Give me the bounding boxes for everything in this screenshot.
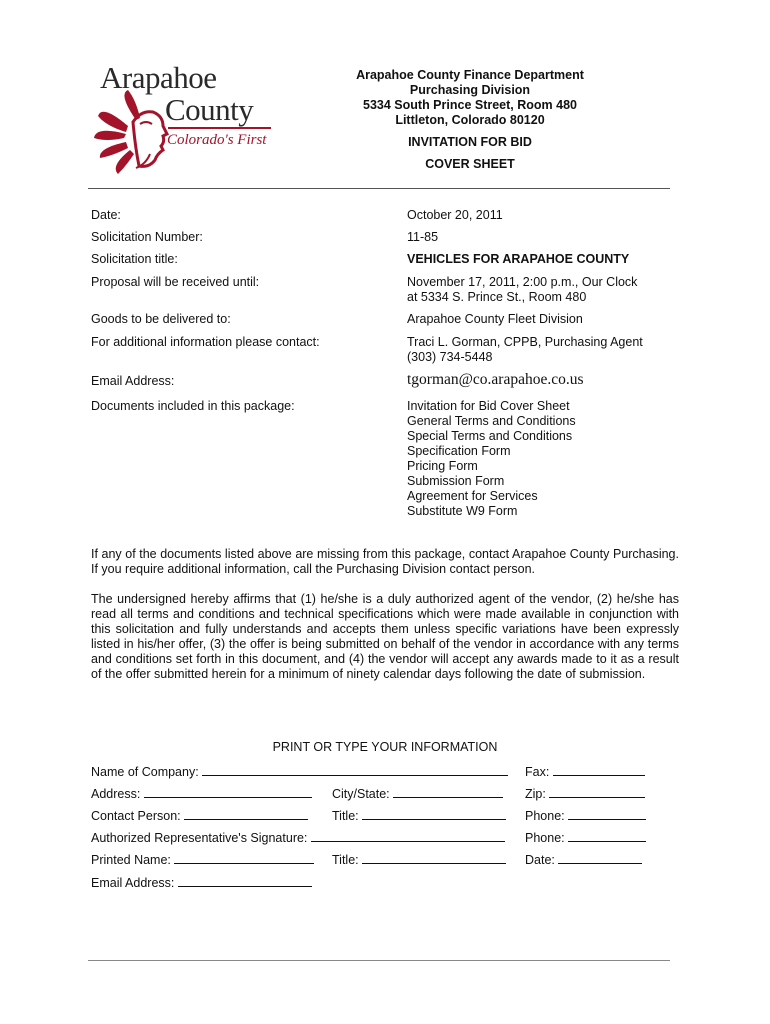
- phone2-label: Phone:: [525, 831, 565, 845]
- proposal-deadline-label: Proposal will be received until:: [91, 275, 260, 289]
- contact-person-label: Contact Person:: [91, 809, 181, 823]
- phone-label: Phone:: [525, 809, 565, 823]
- header-line-city: Littleton, Colorado 80120: [395, 113, 545, 127]
- zip-field[interactable]: [525, 785, 645, 801]
- document-item: Submission Form: [407, 474, 505, 488]
- missing-documents-paragraph: If any of the documents listed above are missing from this package, contact Arapahoe County Purchasing. If you require additional information, call the Purchasing Division contact person.: [91, 547, 679, 576]
- document-item: Special Terms and Conditions: [407, 429, 573, 443]
- zip-input-line[interactable]: [549, 785, 645, 798]
- authorized-signature-label: Authorized Representative's Signature:: [91, 831, 308, 845]
- company-input-line[interactable]: [202, 763, 508, 776]
- contact-label: For additional information please contact:: [91, 335, 320, 349]
- date-input-line[interactable]: [558, 851, 642, 864]
- phone2-field[interactable]: [525, 829, 646, 845]
- header-divider: [88, 188, 670, 189]
- address-field[interactable]: [91, 785, 312, 801]
- logo-tagline: Colorado's First: [167, 132, 267, 148]
- city-state-label: City/State:: [332, 787, 390, 801]
- zip-label: Zip:: [525, 787, 546, 801]
- company-label: Name of Company:: [91, 765, 199, 779]
- printed-name-field[interactable]: [91, 851, 314, 867]
- contact-person-input-line[interactable]: [184, 807, 308, 820]
- document-item: Invitation for Bid Cover Sheet: [407, 399, 570, 413]
- title2-input-line[interactable]: [362, 851, 506, 864]
- city-state-input-line[interactable]: [393, 785, 503, 798]
- title-input-line[interactable]: [362, 807, 506, 820]
- contact-person-field[interactable]: [91, 807, 308, 823]
- fax-input-line[interactable]: [553, 763, 645, 776]
- fax-label: Fax:: [525, 765, 550, 779]
- documents-list: [407, 399, 576, 519]
- form-heading: PRINT OR TYPE YOUR INFORMATION: [272, 740, 498, 754]
- contact-email-link[interactable]: tgorman@co.arapahoe.co.us: [407, 371, 584, 388]
- date-label: Date:: [91, 208, 121, 222]
- address-label: Address:: [91, 787, 141, 801]
- page-title: INVITATION FOR BID: [408, 135, 532, 149]
- document-item: Agreement for Services: [407, 489, 538, 503]
- email-field-label: Email Address:: [91, 876, 175, 890]
- printed-name-input-line[interactable]: [174, 851, 314, 864]
- date-field[interactable]: [525, 851, 642, 867]
- email-input-line[interactable]: [178, 874, 312, 887]
- solicitation-title-label: Solicitation title:: [91, 252, 178, 266]
- logo-wordmark-line1: Arapahoe: [100, 60, 217, 95]
- solicitation-number-value: 11-85: [407, 230, 439, 244]
- footer-divider: [88, 960, 670, 961]
- printed-name-label: Printed Name:: [91, 853, 171, 867]
- header-line-street: 5334 South Prince Street, Room 480: [363, 98, 577, 112]
- title2-field[interactable]: [332, 851, 506, 867]
- header-line-division: Purchasing Division: [409, 83, 531, 97]
- company-field[interactable]: [91, 763, 508, 779]
- header-line-department: Arapahoe County Finance Department: [356, 68, 584, 82]
- affirmation-paragraph: The undersigned hereby affirms that (1) he/she is a duly authorized agent of the vendor, (2) he/she has read all terms and conditions and technical specifications which were made available in conjunction with this solicitation and fully understands and accepts them unless specific variations have been expressly listed in his/her offer, (3) the offer is being submitted on behalf of the vendor in accordance with any terms and conditions set forth in this document, and (4) the vendor will accept any awards made to it as a result of the offer submitted herein for a minimum of ninety calendar days following the date of submission.: [91, 592, 679, 681]
- phone-field[interactable]: [525, 807, 646, 823]
- contact-value-phone: (303) 734-5448: [407, 350, 493, 364]
- phone-input-line[interactable]: [568, 807, 646, 820]
- email-label: Email Address:: [91, 374, 175, 388]
- date-value: October 20, 2011: [407, 208, 503, 222]
- fax-field[interactable]: [525, 763, 645, 779]
- document-item: General Terms and Conditions: [407, 414, 576, 428]
- page-subtitle: COVER SHEET: [425, 157, 515, 171]
- title-label: Title:: [332, 809, 359, 823]
- solicitation-title-value: VEHICLES FOR ARAPAHOE COUNTY: [407, 252, 630, 266]
- solicitation-number-label: Solicitation Number:: [91, 230, 203, 244]
- document-item: Pricing Form: [407, 459, 478, 473]
- address-input-line[interactable]: [144, 785, 312, 798]
- proposal-deadline-value-line2: at 5334 S. Prince St., Room 480: [407, 290, 587, 304]
- date-field-label: Date:: [525, 853, 555, 867]
- document-item: Specification Form: [407, 444, 511, 458]
- delivery-value: Arapahoe County Fleet Division: [407, 312, 583, 326]
- city-state-field[interactable]: [332, 785, 503, 801]
- proposal-deadline-value-line1: November 17, 2011, 2:00 p.m., Our Clock: [407, 275, 638, 289]
- logo-wordmark-line2: County: [165, 92, 254, 127]
- documents-label: Documents included in this package:: [91, 399, 295, 413]
- delivery-label: Goods to be delivered to:: [91, 312, 231, 326]
- contact-value-name: Traci L. Gorman, CPPB, Purchasing Agent: [407, 335, 643, 349]
- title-field[interactable]: [332, 807, 506, 823]
- document-item: Substitute W9 Form: [407, 504, 518, 518]
- title2-label: Title:: [332, 853, 359, 867]
- authorized-signature-input-line[interactable]: [311, 829, 505, 842]
- authorized-signature-field[interactable]: [91, 829, 505, 845]
- logo-underline: [168, 127, 271, 129]
- phone2-input-line[interactable]: [568, 829, 646, 842]
- email-field[interactable]: [91, 874, 312, 890]
